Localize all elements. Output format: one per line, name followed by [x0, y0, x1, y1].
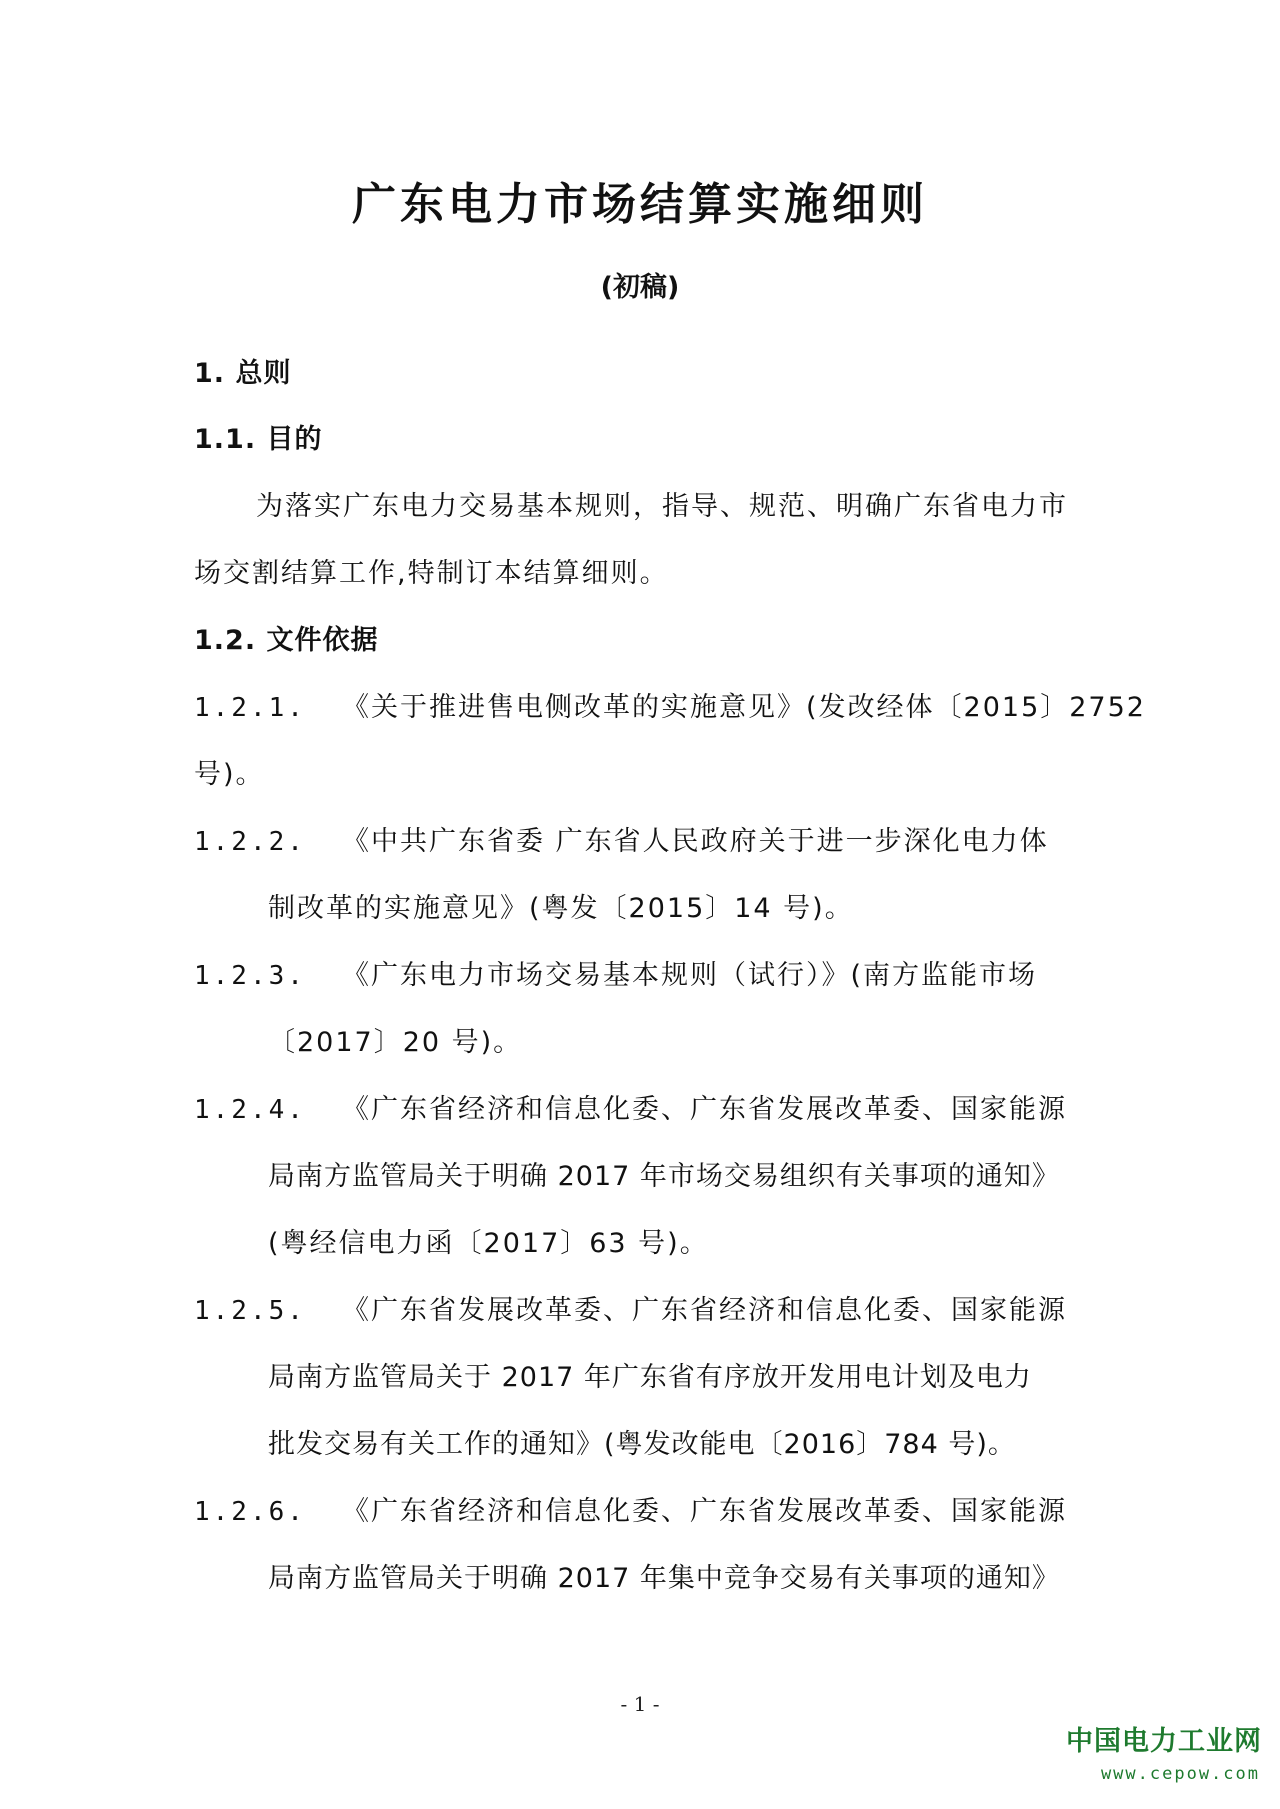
- reference-number: 1.2.3.: [194, 961, 306, 991]
- reference-line: (粤经信电力函〔2017〕63 号)。: [268, 1228, 709, 1259]
- document-subtitle: (初稿): [600, 272, 680, 303]
- reference-line: 局南方监管局关于明确 2017 年市场交易组织有关事项的通知》: [268, 1161, 1060, 1192]
- section-heading-basis: 1.2. 文件依据: [194, 625, 379, 656]
- watermark-site-name: 中国电力工业网: [1066, 1726, 1262, 1757]
- reference-line: 局南方监管局关于明确 2017 年集中竞争交易有关事项的通知》: [268, 1563, 1060, 1594]
- section-heading-purpose: 1.1. 目的: [194, 424, 323, 455]
- reference-line: 《广东省经济和信息化委、广东省发展改革委、国家能源: [342, 1496, 1067, 1527]
- purpose-text-line-2: 场交割结算工作,特制订本结算细则。: [194, 558, 669, 589]
- reference-number: 1.2.1.: [194, 693, 306, 723]
- reference-line: 号)。: [194, 759, 265, 790]
- reference-number: 1.2.5.: [194, 1296, 306, 1326]
- reference-number: 1.2.2.: [194, 827, 306, 857]
- reference-number: 1.2.4.: [194, 1095, 306, 1125]
- reference-line: 《广东电力市场交易基本规则（试行）》(南方监能市场: [342, 960, 1038, 991]
- reference-line: 局南方监管局关于 2017 年广东省有序放开发用电计划及电力: [268, 1362, 1032, 1393]
- purpose-text-line-1: 为落实广东电力交易基本规则，指导、规范、明确广东省电力市: [256, 491, 1068, 522]
- reference-line: 制改革的实施意见》(粤发〔2015〕14 号)。: [268, 893, 854, 924]
- reference-line: 批发交易有关工作的通知》(粤发改能电〔2016〕784 号)。: [268, 1429, 1016, 1460]
- watermark-url: www.cepow.com: [1100, 1764, 1260, 1784]
- reference-number: 1.2.6.: [194, 1497, 306, 1527]
- reference-line: 《广东省发展改革委、广东省经济和信息化委、国家能源: [342, 1295, 1067, 1326]
- reference-line: 《关于推进售电侧改革的实施意见》(发改经体〔2015〕2752: [342, 692, 1146, 723]
- document-title: 广东电力市场结算实施细则: [352, 179, 928, 230]
- section-heading-general: 1. 总则: [194, 358, 292, 389]
- reference-line: 《中共广东省委 广东省人民政府关于进一步深化电力体: [342, 826, 1049, 857]
- reference-line: 《广东省经济和信息化委、广东省发展改革委、国家能源: [342, 1094, 1067, 1125]
- page-number: - 1 -: [620, 1692, 660, 1716]
- reference-line: 〔2017〕20 号)。: [268, 1027, 523, 1058]
